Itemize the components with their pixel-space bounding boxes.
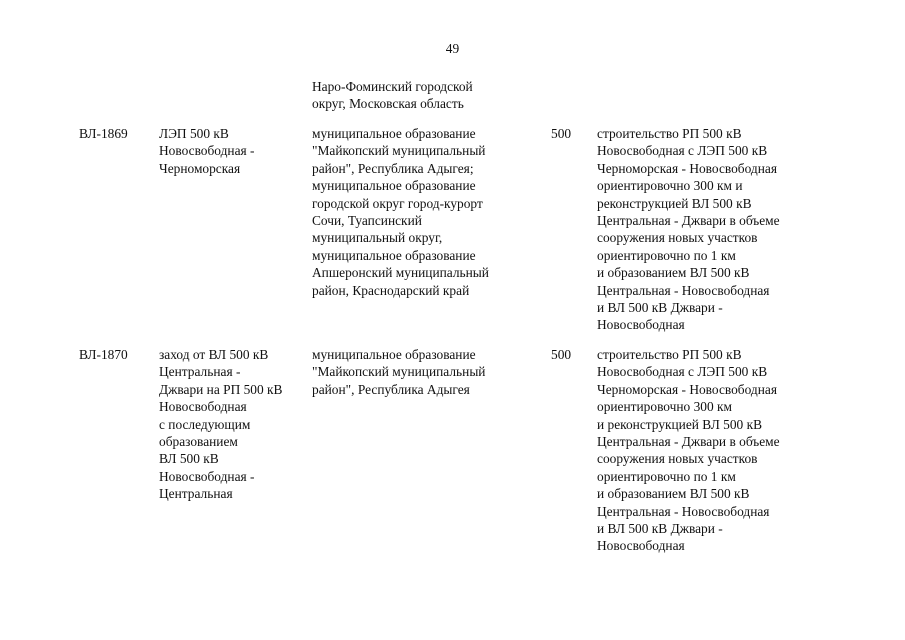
page-number: 49: [445, 41, 460, 56]
work-description-cell: строительство РП 500 кВ Новосвободная с ЛЭП 500 кВ Черноморская - Новосвободная ориентировочно 300 км и реконструкцией ВЛ 500 кВ Центральная - Джвари в объеме сооружения новых участков ориентировочно по 1 км и образованием ВЛ 500 кВ Центральная - Новосвободная и ВЛ 500 кВ Джвари - Новосвободная: [597, 126, 780, 333]
territory-cell: Наро-Фоминский городской округ, Московская область: [312, 79, 473, 112]
territory-cell: муниципальное образование "Майкопский муниципальный район", Республика Адыгея: [312, 347, 486, 397]
work-description-cell: строительство РП 500 кВ Новосвободная с ЛЭП 500 кВ Черноморская - Новосвободная ориентировочно 300 км и реконструкцией ВЛ 500 кВ Центральная - Джвари в объеме сооружения новых участков ориентировочно по 1 км и образованием ВЛ 500 кВ Центральная - Новосвободная и ВЛ 500 кВ Джвари - Новосвободная: [597, 347, 780, 554]
voltage-cell: 500: [551, 126, 572, 141]
line-code-cell: ВЛ-1870: [79, 347, 128, 362]
line-name-cell: ЛЭП 500 кВ Новосвободная - Черноморская: [159, 126, 255, 176]
voltage-cell: 500: [551, 347, 572, 362]
line-code-cell: ВЛ-1869: [79, 126, 128, 141]
line-name-cell: заход от ВЛ 500 кВ Центральная - Джвари на РП 500 кВ Новосвободная с последующим образованием ВЛ 500 кВ Новосвободная - Центральная: [159, 347, 283, 502]
territory-cell: муниципальное образование "Майкопский муниципальный район", Республика Адыгея; муниципальное образование городской округ город-курорт Сочи, Туапсинский муниципальный округ, муниципальное образование Апшеронский муниципальный район, Краснодарский край: [312, 126, 489, 298]
